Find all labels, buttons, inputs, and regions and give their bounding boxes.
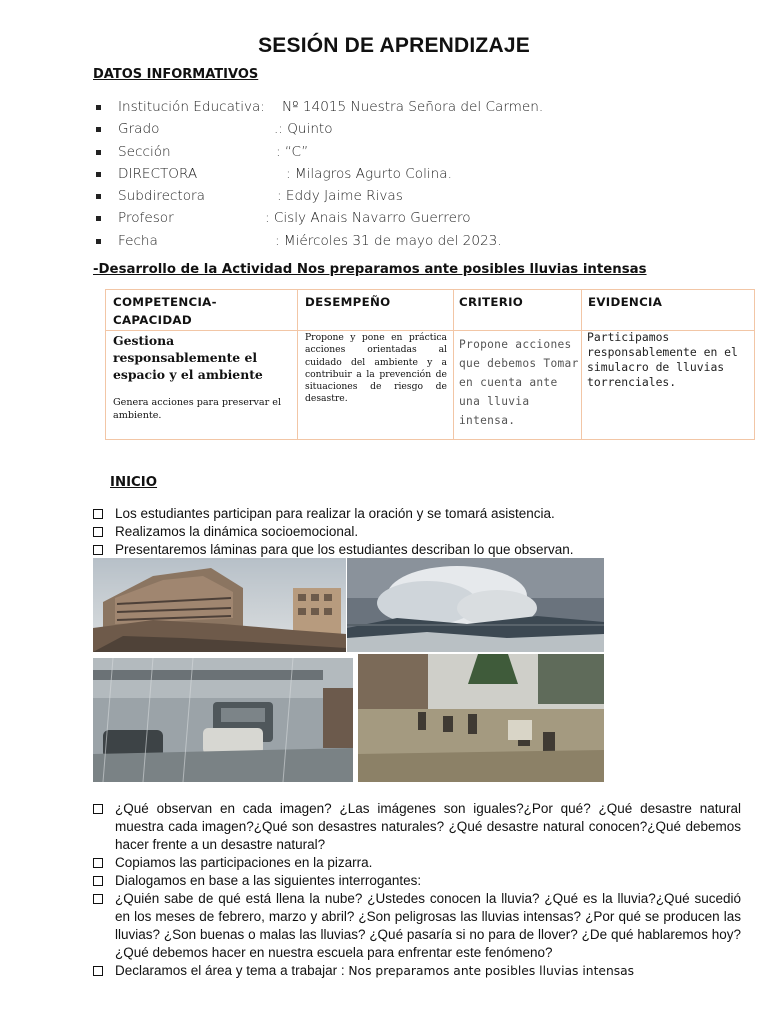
checkbox-icon	[93, 509, 103, 519]
declaramos-topic: Nos preparamos ante posibles lluvias intensas	[348, 964, 635, 978]
checkbox-icon	[93, 527, 103, 537]
list-item-text: Dialogamos en base a las siguientes interrogantes:	[115, 873, 422, 888]
header-criterio: CRITERIO	[459, 295, 524, 309]
checkbox-icon	[93, 966, 103, 976]
info-value: .: Quinto	[274, 121, 333, 138]
bullet-icon	[96, 172, 101, 177]
table-divider	[453, 290, 454, 439]
info-label: Institución Educativa:	[118, 99, 265, 115]
competencia-capacidad: Genera acciones para preservar el ambiente.	[113, 397, 282, 421]
list-item	[93, 541, 743, 559]
storm-waves-photo	[347, 558, 604, 652]
info-row-profesor	[96, 207, 736, 229]
info-row-directora	[96, 163, 736, 185]
info-label: Sección	[118, 143, 171, 160]
rain-traffic-photo	[93, 658, 353, 782]
bullet-icon	[96, 216, 101, 221]
info-list	[96, 96, 736, 252]
info-label: DIRECTORA	[118, 165, 198, 182]
info-value: : Milagros Agurto Colina.	[286, 165, 452, 182]
list-item-text: Los estudiantes participan para realizar la oración y se tomará asistencia.	[115, 506, 555, 521]
info-row-subdirectora	[96, 185, 736, 207]
list-item	[93, 854, 741, 872]
checkbox-icon	[93, 858, 103, 868]
info-label: Subdirectora	[118, 188, 205, 205]
table-divider	[581, 290, 582, 439]
checkbox-icon	[93, 876, 103, 886]
header-competencia: COMPETENCIA- CAPACIDAD	[113, 295, 217, 327]
inicio-heading: INICIO	[110, 475, 158, 490]
list-item	[93, 962, 741, 980]
checkbox-icon	[93, 894, 103, 904]
competencia-title: Gestiona responsablemente el espacio y el ambiente	[113, 333, 263, 382]
info-row-grado	[96, 118, 736, 140]
inicio-list	[93, 505, 743, 559]
checkbox-icon	[93, 545, 103, 555]
desempeno-text: Propone y pone en práctica acciones orientadas al cuidado del ambiente y a contribuir a la prevención de situaciones de riesgo de desastre.	[305, 332, 447, 405]
info-row-seccion	[96, 141, 736, 163]
info-row-institucion	[96, 96, 736, 118]
checkbox-icon	[93, 804, 103, 814]
info-label: Fecha	[118, 232, 158, 249]
list-item-text: ¿Qué observan en cada imagen? ¿Las imágenes son iguales?¿Por qué? ¿Qué desastre natural muestra cada imagen?¿Qué son desastres naturales? ¿Qué desastre natural conocen?¿Qué debemos hacer frente a un desastre natural?	[115, 801, 741, 852]
bullet-icon	[96, 150, 101, 155]
table-divider	[297, 290, 298, 439]
bullet-icon	[96, 239, 101, 244]
list-item	[93, 890, 741, 962]
info-value: Nº 14015 Nuestra Señora del Carmen.	[282, 99, 544, 115]
info-row-fecha	[96, 230, 736, 252]
header-desempeno: DESEMPEÑO	[305, 295, 391, 309]
list-item-text: Presentaremos láminas para que los estudiantes describan lo que observan.	[115, 542, 574, 557]
collapsed-building-photo	[93, 558, 346, 652]
list-item-text: ¿Quién sabe de qué está llena la nube? ¿Ustedes conocen la lluvia? ¿Qué es la lluvia?¿Qué sucedió en los meses de febrero, marzo y abril? ¿Son peligrosas las lluvias intensas? ¿Por qué se producen las lluvias? ¿Son buenas o malas las lluvias? ¿Qué pasaría si no para de llover? ¿De qué hablaremos hoy? ¿Qué debemos hacer en nuestra escuela para enfrentar este fenómeno?	[115, 891, 741, 960]
info-label: Profesor	[118, 210, 174, 227]
bullet-icon	[96, 105, 101, 110]
actividad-heading: -Desarrollo de la Actividad Nos preparamos ante posibles lluvias intensas	[93, 262, 647, 277]
list-item-text: Copiamos las participaciones en la pizarra.	[115, 855, 373, 870]
info-value: : “C”	[276, 143, 309, 160]
declaramos-label: Declaramos el área y tema a trabajar :	[115, 963, 349, 978]
bullet-icon	[96, 194, 101, 199]
criterio-text: Propone acciones que debemos Tomar en cuenta ante una lluvia intensa.	[459, 338, 579, 427]
info-value: : Cisly Anais Navarro Guerrero	[265, 210, 471, 227]
questions-list	[93, 800, 741, 980]
header-evidencia: EVIDENCIA	[588, 295, 663, 309]
list-item	[93, 872, 741, 890]
bullet-icon	[96, 127, 101, 132]
evidencia-text: Participamos responsablemente en el simulacro de lluvias torrenciales.	[587, 330, 738, 389]
list-item	[93, 523, 743, 541]
flooded-street-photo	[358, 654, 604, 782]
datos-informativos-heading: DATOS INFORMATIVOS	[93, 67, 259, 82]
list-item	[93, 800, 741, 854]
info-value: : Eddy Jaime Rivas	[277, 188, 403, 205]
competencias-table	[105, 289, 755, 440]
list-item	[93, 505, 743, 523]
info-value: : Miércoles 31 de mayo del 2023.	[275, 232, 502, 249]
info-label: Grado	[118, 121, 160, 138]
list-item-text: Realizamos la dinámica socioemocional.	[115, 524, 359, 539]
page-title: SESIÓN DE APRENDIZAJE	[258, 34, 530, 57]
